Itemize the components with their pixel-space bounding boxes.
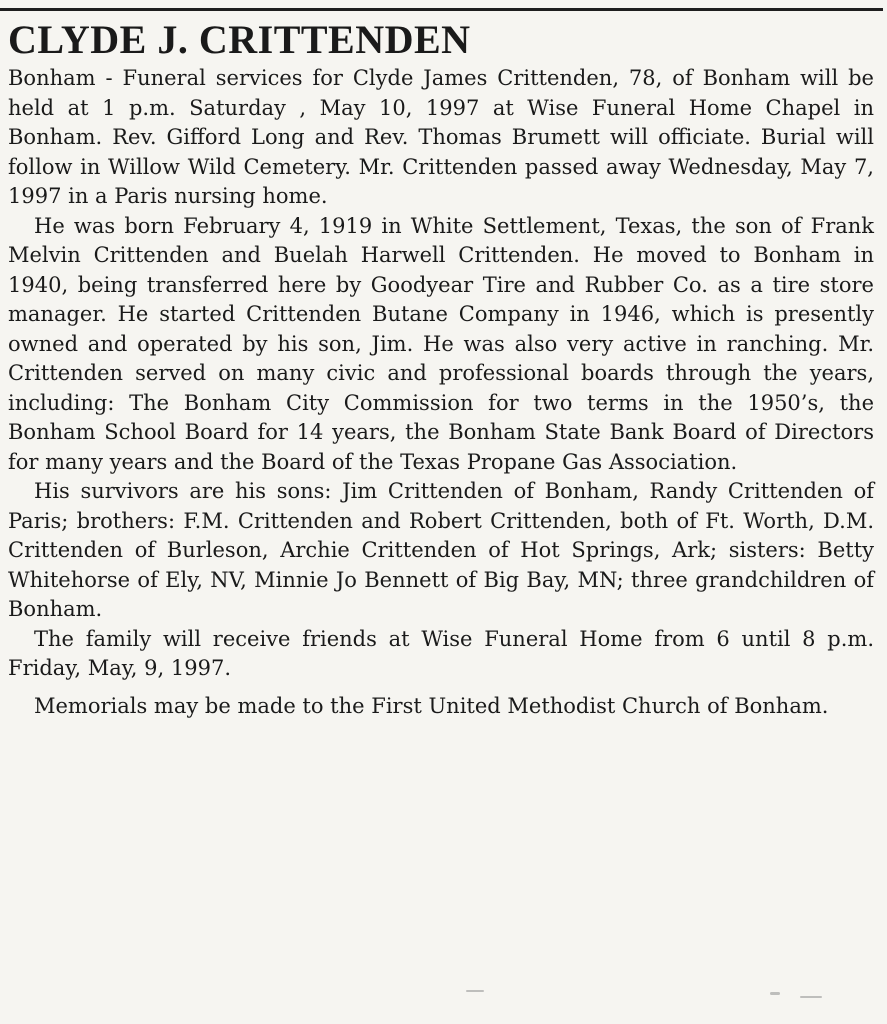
- obituary-paragraph-visitation: The family will receive friends at Wise Funeral Home from 6 until 8 p.m. Friday, May, 9, 1997.: [8, 626, 874, 680]
- obituary-paragraph-survivors: His survivors are his sons: Jim Crittenden of Bonham, Randy Crittenden of Paris; brothers: F.M. Crittenden and Robert Crittenden, both of Ft. Worth, D.M. Crittenden of Burleson, Archie Crittenden of Hot Springs, Ark; sisters: Betty Whitehorse of Ely, NV, Minnie Jo Bennett of Big Bay, MN; three grandchildren of Bonham.: [8, 479, 874, 621]
- obituary-paragraph-biography: He was born February 4, 1919 in White Settlement, Texas, the son of Frank Melvin Crittenden and Buelah Harwell Crittenden. He moved to Bonham in 1940, being transferred here by Goodyear Tire and Rubber Co. as a tire store manager. He started Crittenden Butane Company in 1946, which is presently owned and operated by his son, Jim. He was also very active in ranching. Mr. Crittenden served on many civic and professional boards through the years, including: The Bonham City Commission for two terms in the 1950’s, the Bonham School Board for 14 years, the Bonham State Bank Board of Directors for many years and the Board of the Texas Propane Gas Association.: [8, 213, 874, 474]
- obituary-headline: CLYDE J. CRITTENDEN: [8, 17, 471, 62]
- obituary-paragraph-memorials: Memorials may be made to the First United Methodist Church of Bonham.: [34, 693, 829, 718]
- paper-speck: [466, 990, 484, 992]
- obituary-paragraph-services: Bonham - Funeral services for Clyde James Crittenden, 78, of Bonham will be held at 1 p.m. Saturday , May 10, 1997 at Wise Funeral Home Chapel in Bonham. Rev. Gifford Long and Rev. Thomas Brumett will officiate. Burial will follow in Willow Wild Cemetery. Mr. Crittenden passed away Wednesday, May 7, 1997 in a Paris nursing home.: [8, 66, 874, 208]
- paper-speck: [800, 996, 822, 998]
- paper-speck: [770, 992, 780, 995]
- obituary-article: [8, 18, 874, 726]
- top-rule-divider: [0, 8, 883, 11]
